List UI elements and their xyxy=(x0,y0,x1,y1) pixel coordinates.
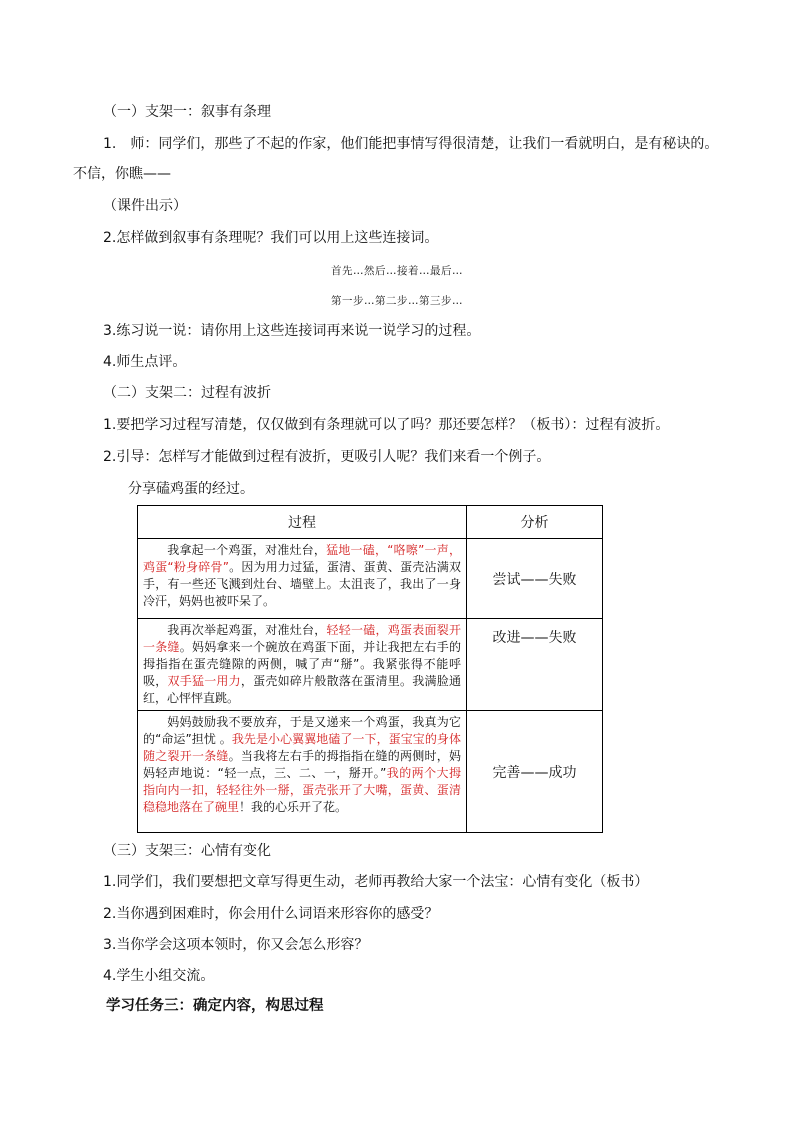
analysis-cell: 完善——成功 xyxy=(467,711,603,833)
section3-item2: 2.当你遇到困难时，你会用什么词语来形容你的感受？ xyxy=(103,906,439,922)
table-row xyxy=(138,711,603,833)
header-process: 过程 xyxy=(138,506,467,539)
section1-item1-line1: 1. 师：同学们，那些了不起的作家，他们能把事情写得很清楚，让我们一看就明白，是有秘诀的。 xyxy=(103,136,719,152)
table-header-row xyxy=(138,506,603,539)
process-highlight: 双手猛一用力 xyxy=(167,674,241,688)
process-text: ，蛋壳如碎片般散落在蛋清里。我满脸通红，心怦怦直跳。 xyxy=(143,674,461,705)
section3-item4: 4.学生小组交流。 xyxy=(103,968,215,984)
section1-item3: 3.练习说一说：请你用上这些连接词再来说一说学习的过程。 xyxy=(103,323,481,339)
courseware-note: （课件出示） xyxy=(103,198,187,214)
process-text: 我拿起一个鸡蛋，对准灶台， xyxy=(167,543,327,557)
analysis-cell: 尝试——失败 xyxy=(467,539,603,619)
section3-item1: 1.同学们，我们要想把文章写得更生动，老师再教给大家一个法宝：心情有变化（板书） xyxy=(103,874,649,890)
header-analysis: 分析 xyxy=(467,506,603,539)
section1-item1-line2: 不信，你瞧—— xyxy=(73,166,171,182)
process-text: 。当我将左右手的拇指指在缝的两侧时，妈妈轻声地说：“轻一点，三、二、一，掰开。” xyxy=(143,749,461,780)
section2-item1: 1.要把学习过程写清楚，仅仅做到有条理就可以了吗？那还要怎样？（板书）：过程有波折。 xyxy=(103,417,670,433)
analysis-cell: 改进——失败 xyxy=(467,619,603,711)
connectors-line1: 首先…然后…接着…最后… xyxy=(331,265,463,277)
process-highlight: 我先是小心翼翼地磕了一下，蛋宝宝的身体随之裂开一条缝 xyxy=(143,732,461,763)
process-text: 妈妈鼓励我不要放弃，于是又递来一个鸡蛋，我真为它的“命运”担忧 。 xyxy=(143,715,461,746)
section3-item3: 3.当你学会这项本领时，你又会怎么形容？ xyxy=(103,937,369,953)
section2-item2: 2.引导：怎样写才能做到过程有波折，更吸引人呢？我们来看一个例子。 xyxy=(103,449,551,465)
task3-heading: 学习任务三：确定内容，构思过程 xyxy=(106,998,324,1014)
section2-heading: （二）支架二：过程有波折 xyxy=(103,385,271,401)
process-text: ！我的心乐开了花。 xyxy=(239,800,348,814)
process-cell xyxy=(138,619,467,711)
section1-heading: （一）支架一：叙事有条理 xyxy=(103,104,271,120)
table-row xyxy=(138,619,603,711)
process-text: 我再次举起鸡蛋，对准灶台， xyxy=(167,623,327,637)
process-cell xyxy=(138,539,467,619)
section1-item2: 2.怎样做到叙事有条理呢？我们可以用上这些连接词。 xyxy=(103,230,439,246)
share-example: 分享磕鸡蛋的经过。 xyxy=(128,481,254,497)
process-highlight: 轻轻一磕，鸡蛋表面裂开一条缝 xyxy=(143,623,461,654)
process-highlight: 猛地一磕，“咯嚓”一声，鸡蛋“粉身碎骨” xyxy=(143,543,461,574)
process-highlight: 我的两个大拇指向内一扣，轻轻往外一掰，蛋壳张开了大嘴，蛋黄、蛋清稳稳地落在了碗里 xyxy=(143,766,461,814)
process-cell xyxy=(138,711,467,833)
process-text: 。因为用力过猛，蛋清、蛋黄、蛋壳沾满双手，有一些还飞溅到灶台、墙壁上。太沮丧了，我出了一身冷汗，妈妈也被吓呆了。 xyxy=(143,560,461,608)
connectors-line2: 第一步…第二步…第三步… xyxy=(331,295,463,307)
section3-heading: （三）支架三：心情有变化 xyxy=(103,843,271,859)
table-row xyxy=(138,539,603,619)
egg-process-table xyxy=(137,505,603,833)
section1-item4: 4.师生点评。 xyxy=(103,354,187,370)
process-text: 。妈妈拿来一个碗放在鸡蛋下面，并让我把左右手的拇指指在蛋壳缝隙的两侧，喊了声“掰”。我紧张得不能呼吸， xyxy=(143,640,461,688)
